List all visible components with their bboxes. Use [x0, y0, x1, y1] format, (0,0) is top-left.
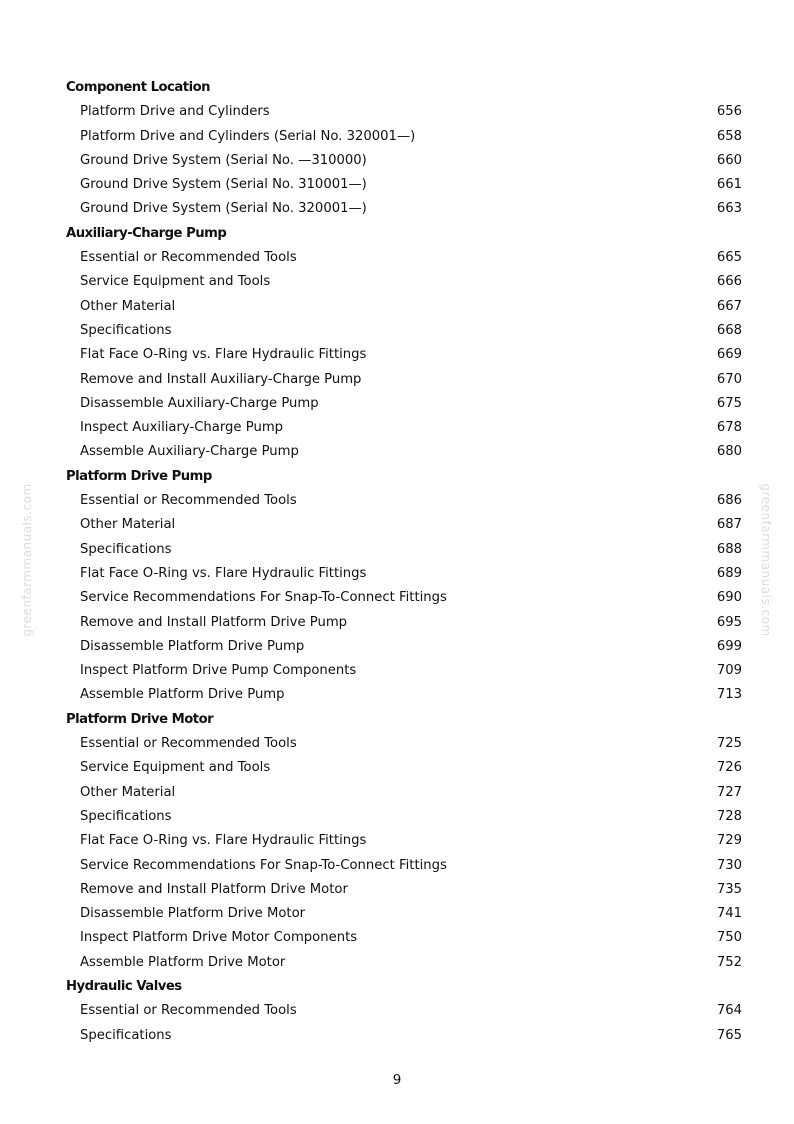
- toc-entry-label: Service Equipment and Tools: [80, 274, 271, 290]
- toc-entry[interactable]: [66, 319, 742, 343]
- toc-entry-page-number: 726: [716, 760, 742, 776]
- toc-entry[interactable]: [66, 100, 742, 124]
- toc-entry[interactable]: [66, 343, 742, 367]
- toc-entry-label: Essential or Recommended Tools: [80, 1003, 297, 1019]
- toc-section: [66, 708, 742, 975]
- toc-entry-label: Disassemble Platform Drive Motor: [80, 906, 306, 922]
- toc-entry-label: Ground Drive System (Serial No. —310000): [80, 152, 367, 168]
- toc-entry-page-number: 660: [716, 152, 742, 168]
- toc-entry-page-number: 675: [716, 395, 742, 411]
- toc-entry-label: Essential or Recommended Tools: [80, 493, 297, 509]
- toc-entry-page-number: 725: [716, 736, 742, 752]
- toc-entry-label: Essential or Recommended Tools: [80, 250, 297, 266]
- toc-entry-page-number: 663: [716, 201, 742, 217]
- toc-entry[interactable]: [66, 635, 742, 659]
- toc-entry[interactable]: [66, 878, 742, 902]
- toc-entry-page-number: 669: [716, 347, 742, 363]
- toc-entry-label: Inspect Platform Drive Pump Components: [80, 663, 357, 679]
- watermark-right: greenfarmmanuals.com: [759, 483, 773, 637]
- toc-entry[interactable]: [66, 440, 742, 464]
- toc-entry-label: Specifications: [80, 322, 172, 338]
- toc-entry[interactable]: [66, 781, 742, 805]
- toc-entry-page-number: 764: [716, 1003, 742, 1019]
- toc-entry-label: Specifications: [80, 808, 172, 824]
- toc-entry[interactable]: [66, 683, 742, 707]
- toc-entry-label: Disassemble Platform Drive Pump: [80, 638, 305, 654]
- toc-entry-label: Platform Drive and Cylinders: [80, 104, 270, 120]
- toc-entry-page-number: 750: [716, 930, 742, 946]
- toc-entry[interactable]: [66, 197, 742, 221]
- toc-entry-page-number: 689: [716, 565, 742, 581]
- toc-entry-label: Service Recommendations For Snap-To-Connect Fittings: [80, 857, 447, 873]
- toc-entry-label: Remove and Install Platform Drive Motor: [80, 881, 348, 897]
- toc-entry-page-number: 730: [716, 857, 742, 873]
- toc-entry[interactable]: [66, 902, 742, 926]
- toc-entry[interactable]: [66, 489, 742, 513]
- section-heading: Hydraulic Valves: [66, 978, 182, 994]
- toc-entry-page-number: 735: [716, 881, 742, 897]
- toc-entry-page-number: 665: [716, 250, 742, 266]
- page-number: 9: [392, 1072, 402, 1088]
- toc-entry-page-number: 695: [716, 614, 742, 630]
- toc-entry[interactable]: [66, 538, 742, 562]
- toc-entry-page-number: 729: [716, 833, 742, 849]
- toc-entry-page-number: 656: [716, 104, 742, 120]
- toc-entry-page-number: 690: [716, 590, 742, 606]
- toc-entry-page-number: 741: [716, 906, 742, 922]
- toc-entry[interactable]: [66, 756, 742, 780]
- toc-entry[interactable]: [66, 295, 742, 319]
- toc-entry[interactable]: [66, 173, 742, 197]
- toc-entry-page-number: 765: [716, 1027, 742, 1043]
- toc-entry-label: Disassemble Auxiliary-Charge Pump: [80, 395, 319, 411]
- watermark-left: greenfarmmanuals.com: [20, 483, 34, 637]
- toc-entry[interactable]: [66, 926, 742, 950]
- toc-entry-page-number: 709: [716, 663, 742, 679]
- toc-entry[interactable]: [66, 999, 742, 1023]
- toc-entry-label: Specifications: [80, 541, 172, 557]
- toc-entry-page-number: 713: [716, 687, 742, 703]
- toc-entry-label: Service Recommendations For Snap-To-Connect Fittings: [80, 590, 447, 606]
- toc-entry-page-number: 688: [716, 541, 742, 557]
- toc-entry[interactable]: [66, 270, 742, 294]
- toc-entry-label: Flat Face O-Ring vs. Flare Hydraulic Fittings: [80, 833, 367, 849]
- section-heading: Component Location: [66, 80, 211, 95]
- toc-entry-page-number: 658: [716, 128, 742, 144]
- toc-entry[interactable]: [66, 1024, 742, 1048]
- section-heading: Platform Drive Pump: [66, 468, 212, 484]
- toc-entry-page-number: 666: [716, 274, 742, 290]
- toc-entry-label: Assemble Platform Drive Pump: [80, 687, 285, 703]
- table-of-contents: [66, 76, 742, 1048]
- toc-entry[interactable]: [66, 416, 742, 440]
- toc-entry-page-number: 680: [716, 444, 742, 460]
- toc-entry-label: Platform Drive and Cylinders (Serial No. 320001—): [80, 128, 416, 144]
- toc-section: [66, 76, 742, 222]
- toc-entry[interactable]: [66, 854, 742, 878]
- toc-entry[interactable]: [66, 246, 742, 270]
- toc-entry[interactable]: [66, 611, 742, 635]
- toc-entry-label: Ground Drive System (Serial No. 320001—): [80, 201, 367, 217]
- toc-entry-label: Inspect Auxiliary-Charge Pump: [80, 420, 284, 436]
- toc-entry[interactable]: [66, 368, 742, 392]
- section-heading: Platform Drive Motor: [66, 711, 214, 727]
- toc-entry-label: Other Material: [80, 517, 176, 533]
- toc-entry-page-number: 667: [716, 298, 742, 314]
- toc-entry[interactable]: [66, 149, 742, 173]
- toc-entry-page-number: 728: [716, 808, 742, 824]
- toc-section: [66, 975, 742, 1048]
- toc-entry-label: Remove and Install Platform Drive Pump: [80, 614, 348, 630]
- toc-entry-page-number: 687: [716, 517, 742, 533]
- toc-entry-page-number: 727: [716, 784, 742, 800]
- toc-entry[interactable]: [66, 513, 742, 537]
- toc-entry[interactable]: [66, 732, 742, 756]
- toc-entry-label: Other Material: [80, 298, 176, 314]
- toc-entry-label: Assemble Auxiliary-Charge Pump: [80, 444, 299, 460]
- toc-entry-page-number: 678: [716, 420, 742, 436]
- toc-entry-page-number: 752: [716, 954, 742, 970]
- toc-entry[interactable]: [66, 805, 742, 829]
- toc-entry-page-number: 670: [716, 371, 742, 387]
- toc-entry-label: Assemble Platform Drive Motor: [80, 954, 286, 970]
- toc-entry-label: Inspect Platform Drive Motor Components: [80, 930, 358, 946]
- toc-section: [66, 222, 742, 465]
- toc-entry-label: Ground Drive System (Serial No. 310001—): [80, 177, 367, 193]
- toc-entry[interactable]: [66, 125, 742, 149]
- toc-entry-label: Flat Face O-Ring vs. Flare Hydraulic Fittings: [80, 347, 367, 363]
- toc-entry[interactable]: [66, 562, 742, 586]
- toc-entry-label: Essential or Recommended Tools: [80, 736, 297, 752]
- toc-section: [66, 465, 742, 708]
- toc-entry-page-number: 668: [716, 322, 742, 338]
- toc-entry-label: Specifications: [80, 1027, 172, 1043]
- toc-entry[interactable]: [66, 586, 742, 610]
- toc-entry-label: Service Equipment and Tools: [80, 760, 271, 776]
- toc-entry-page-number: 699: [716, 638, 742, 654]
- toc-entry[interactable]: [66, 392, 742, 416]
- toc-entry-page-number: 686: [716, 493, 742, 509]
- toc-entry-label: Flat Face O-Ring vs. Flare Hydraulic Fittings: [80, 565, 367, 581]
- toc-entry[interactable]: [66, 951, 742, 975]
- toc-entry-page-number: 661: [716, 177, 742, 193]
- toc-entry-label: Other Material: [80, 784, 176, 800]
- toc-entry[interactable]: [66, 659, 742, 683]
- section-heading: Auxiliary-Charge Pump: [66, 225, 227, 241]
- toc-entry-label: Remove and Install Auxiliary-Charge Pump: [80, 371, 362, 387]
- toc-entry[interactable]: [66, 829, 742, 853]
